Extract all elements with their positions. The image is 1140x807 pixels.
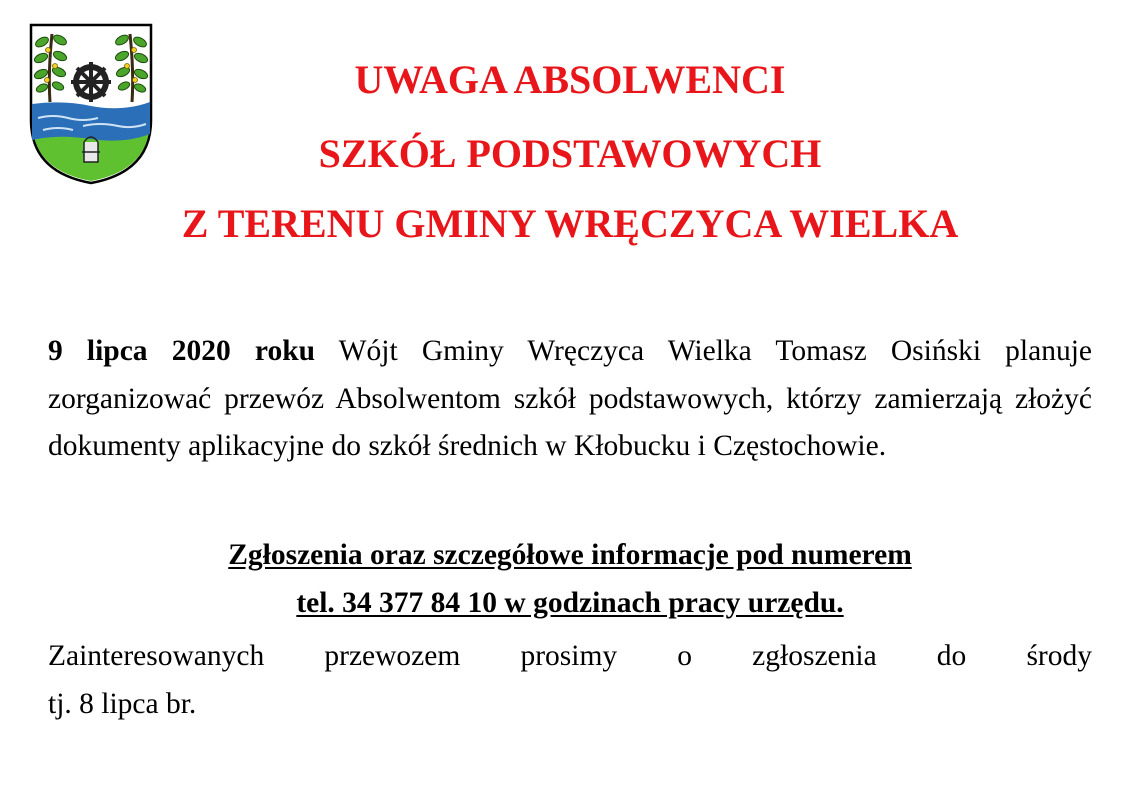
closing-line-2: tj. 8 lipca br. — [48, 687, 197, 720]
heading-line-1: UWAGA ABSOLWENCI — [354, 57, 786, 102]
notice-line-2: tel. 34 377 84 10 w godzinach pracy urzędu. — [296, 586, 844, 619]
closing-line-1: Zainteresowanych przewozem prosimy o zgłoszenia do środy — [48, 640, 1092, 672]
intro-text: Wójt Gminy Wręczyca Wielka Tomasz Osiński planuje zorganizować przewóz Absolwentom szkół podstawowych, którzy zamierzają złożyć dokumenty aplikacyjne do szkół średnich w Kłobucku i Częstochowie. — [48, 335, 1093, 462]
intro-date: 9 lipca 2020 roku — [48, 335, 316, 367]
heading-line-3: Z TERENU GMINY WRĘCZYCA WIELKA — [181, 201, 959, 246]
notice-line-1: Zgłoszenia oraz szczegółowe informacje pod numerem — [228, 539, 912, 571]
closing-paragraph — [48, 633, 1092, 728]
intro-paragraph — [48, 328, 1092, 471]
heading-line-2: SZKÓŁ PODSTAWOWYCH — [318, 131, 822, 176]
contact-notice — [0, 532, 1140, 627]
